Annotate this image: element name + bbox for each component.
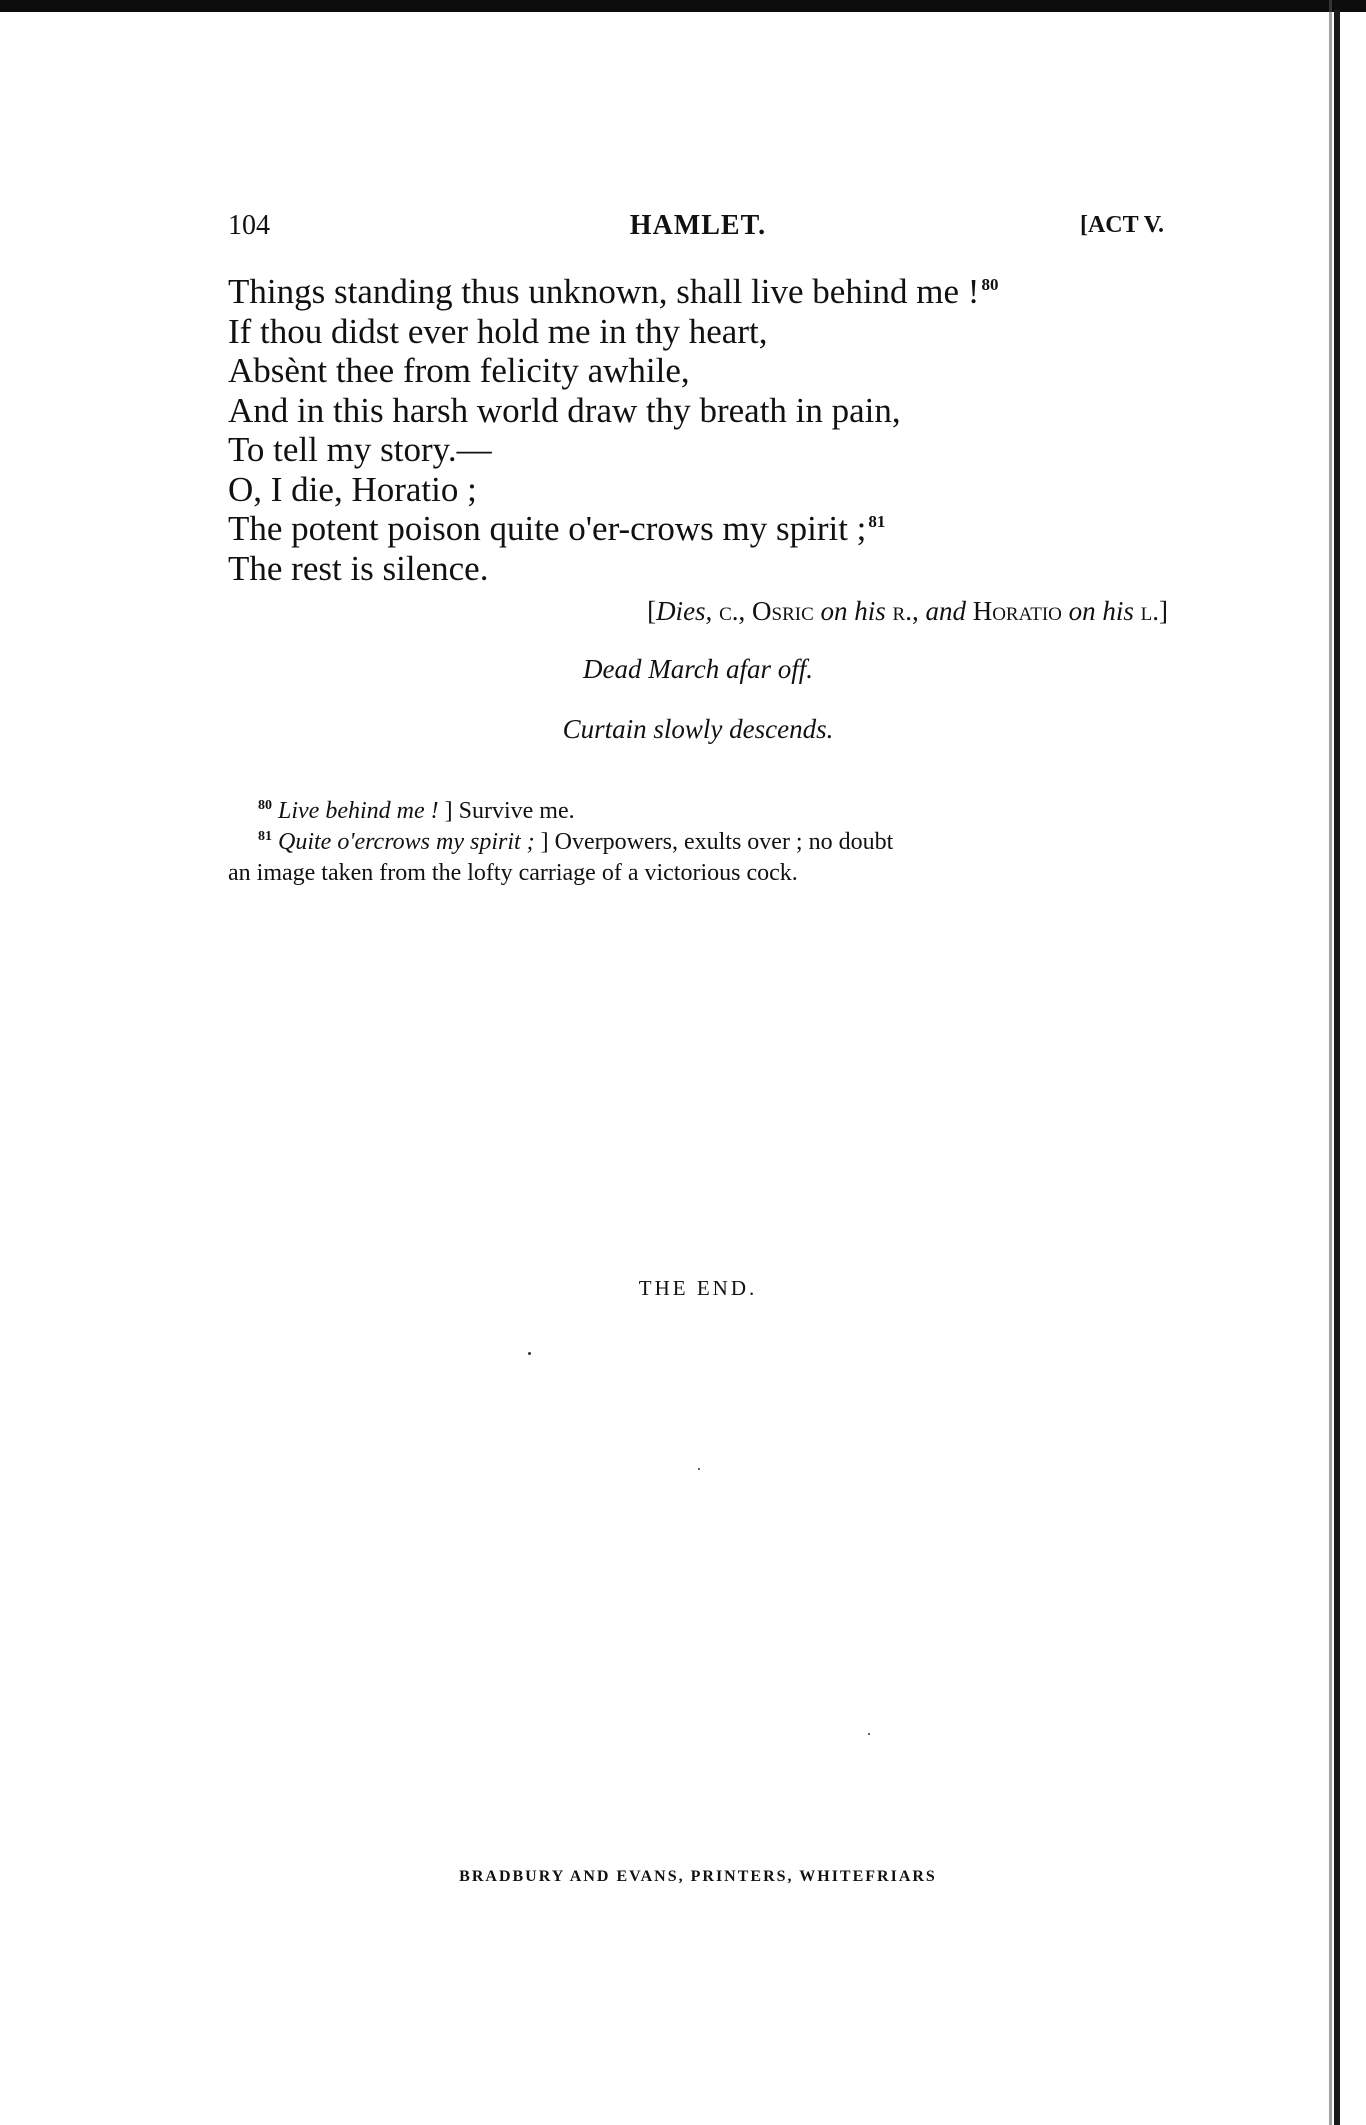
verse-line: Things standing thus unknown, shall live behind me ! $^{80}$: [228, 272, 999, 311]
page-number: 104: [228, 210, 270, 241]
footnote-ref: 80: [981, 275, 999, 294]
page-right-edge: [1334, 10, 1340, 2125]
running-title: HAMLET.: [629, 210, 767, 241]
stage-direction-curtain: Curtain slowly descends.: [562, 714, 834, 744]
footnote-80: $^{80}$ Live behind me ! ] Survive me.: [258, 798, 575, 824]
footnote-81: $^{81}$ Quite o'ercrows my spirit ; ] Overpowers, exults over ; no doubt: [258, 829, 894, 855]
book-page: [228, 0, 1168, 2125]
verse-line: And in this harsh world draw thy breath in pain,: [228, 390, 901, 430]
stage-direction: [Dies, c., Osric on his r., and Horatio on his l.]: [647, 596, 1168, 626]
printer-imprint: BRADBURY AND EVANS, PRINTERS, WHITEFRIARS: [459, 1868, 937, 1885]
stage-direction-dead-march: Dead March afar off.: [583, 654, 813, 684]
act-marker: [ACT V.: [1079, 212, 1164, 238]
print-speck: [698, 1468, 700, 1470]
verse-line: If thou didst ever hold me in thy heart,: [228, 311, 768, 351]
print-speck: [868, 1733, 870, 1735]
binding-shadow: [1329, 0, 1332, 2125]
footnote-81-continuation: an image taken from the lofty carriage of a victorious cock.: [228, 860, 798, 886]
verse-line: The potent poison quite o'er-crows my spirit ; $^{81}$: [228, 509, 886, 548]
verse-line: To tell my story.—: [228, 430, 492, 469]
verse-line: O, I die, Horatio ;: [228, 469, 477, 509]
footnotes: [228, 796, 1168, 889]
verse-line: The rest is silence.: [228, 548, 489, 588]
the-end: THE END.: [638, 1276, 758, 1300]
verse-block: [228, 272, 1168, 588]
running-head: [228, 210, 1168, 250]
print-speck: [528, 1352, 531, 1355]
verse-line: Absènt thee from felicity awhile,: [228, 351, 690, 390]
footnote-ref: 81: [868, 512, 886, 531]
